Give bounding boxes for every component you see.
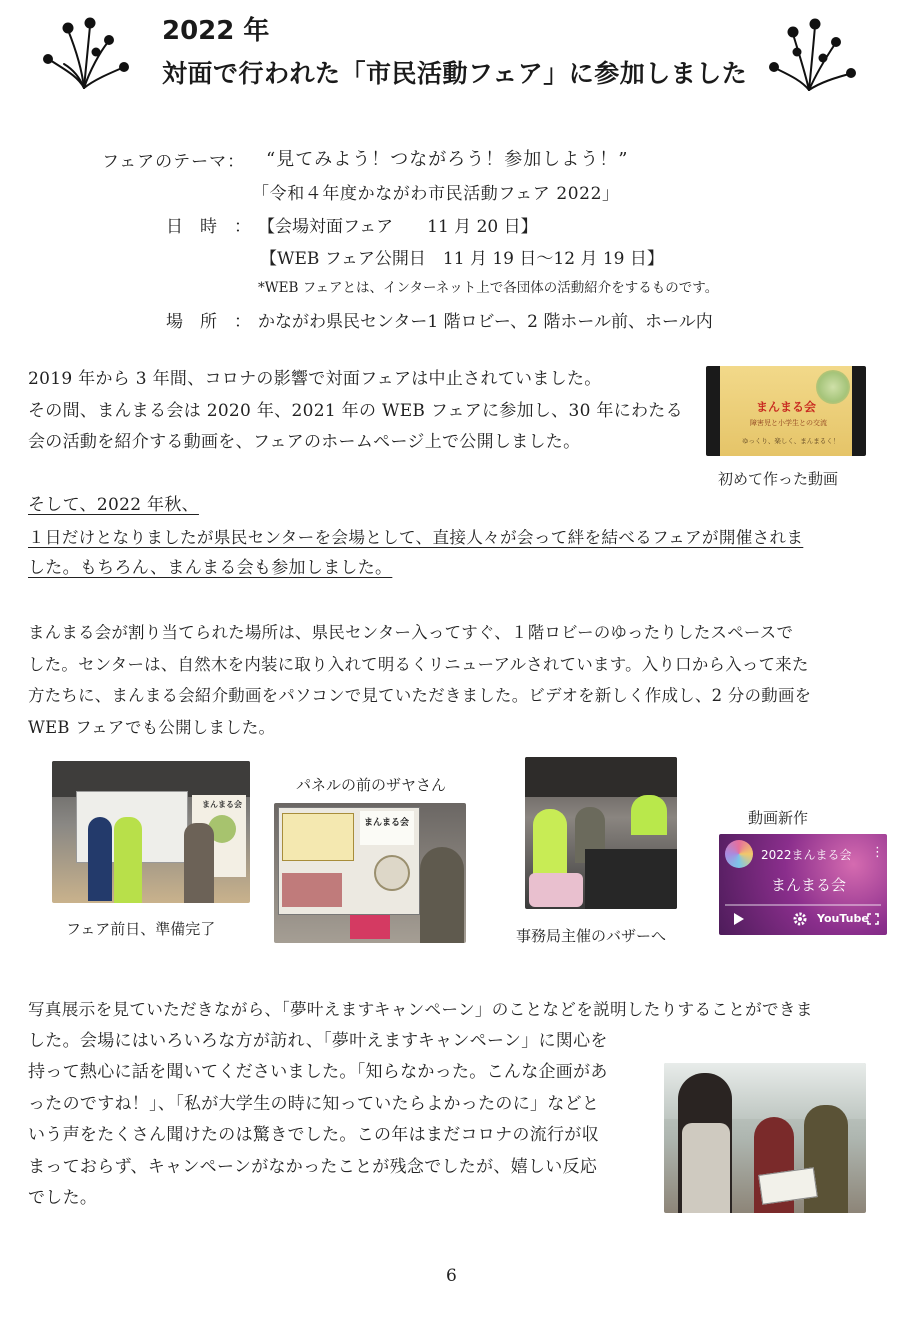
sign-text: まんまる会 (364, 818, 410, 828)
person (184, 823, 214, 903)
text-line: した。もちろん、まんまる会も参加しました。 (28, 558, 393, 578)
date-note: *WEB フェアとは、インターネット上で各団体の活動紹介をするものです。 (258, 280, 719, 296)
text-line: 2019 年から 3 年間、コロナの影響で対面フェアは中止されていました。 (28, 369, 602, 389)
more-vert-icon[interactable]: ⋮ (871, 845, 884, 860)
text-line: 方たちに、まんまる会紹介動画をパソコンで見ていただきました。ビデオを新しく作成し、2 分の動画を (28, 686, 812, 705)
thumb-title: まんまる会 (756, 400, 817, 414)
photo-fair-prep (52, 761, 250, 903)
announcement-paragraph (28, 490, 803, 585)
first-video-thumbnail[interactable] (706, 366, 866, 456)
text-line: ったのですね！」、「私が大学生の時に知っていたらよかったのに」などと (28, 1093, 600, 1114)
page-number: 6 (446, 1266, 457, 1286)
page-title: 対面で行われた「市民活動フェア」に参加しました (162, 59, 748, 88)
text-line: 会の活動を紹介する動画を、フェアのホームページ上で公開しました。 (28, 432, 581, 452)
photo-panel (274, 803, 466, 943)
channel-avatar[interactable] (725, 840, 753, 868)
thumb-subtitle: 障害児と小学生との交流 (750, 419, 827, 427)
tree-drawing (816, 370, 850, 404)
theme-line-2: 「令和４年度かながわ市民活動フェア 2022」 (252, 184, 620, 204)
theme-label: フェアのテーマ： (102, 152, 246, 172)
place-label: 場 所 ： (166, 312, 251, 332)
text-line: でした。 (28, 1188, 98, 1208)
text-line: １日だけとなりましたが県民センターを会場として、直接人々が会って絆を結べるフェアが開催されま (28, 527, 804, 547)
theme-line-1: “見てみよう！つながろう！参加しよう！” (266, 149, 629, 170)
text-line: その間、まんまる会は 2020 年、2021 年の WEB フェアに参加し、30 年にわたる (28, 400, 683, 421)
video-title[interactable]: 2022まんまる会 (761, 848, 852, 862)
first-video-caption: 初めて作った動画 (718, 470, 839, 488)
text-line: した。センターは、自然木を内装に取り入れて明るくリニューアルされています。入り口から入って来た (28, 654, 809, 674)
new-video-caption: 動画新作 (748, 809, 809, 827)
berry-ornament-right-icon (765, 12, 860, 92)
thumb-footer: ゆっくり、楽しく、まんまるく！ (742, 437, 840, 445)
photo-conversation (664, 1063, 866, 1213)
progress-bar[interactable] (725, 904, 881, 906)
text-line: した。会場にはいろいろな方が訪れ、「夢叶えますキャンペーン」に関心を (28, 1030, 608, 1051)
person (420, 847, 464, 943)
center-text: まんまる会 (771, 876, 847, 894)
text-line: 持って熱心に話を聞いてくださいました。「知らなかった。こんな企画があ (28, 1062, 608, 1082)
text-line: 写真展示を見ていただきながら、「夢叶えますキャンペーン」のことなどを説明したりすることができま (28, 1000, 813, 1019)
photo-panel-caption: パネルの前のザヤさん (296, 776, 447, 794)
text-line: WEB フェアでも公開しました。 (28, 717, 276, 737)
text-line: まっておらず、キャンペーンがなかったことが残念でしたが、嬉しい反応 (28, 1156, 598, 1177)
text-line: まんまる会が割り当てられた場所は、県民センター入ってすぐ、１階ロビーのゆったりしたスペースで (28, 623, 794, 642)
fullscreen-icon[interactable] (867, 913, 879, 925)
place-value: かながわ県民センター1 階ロビー、2 階ホール前、ホール内 (258, 312, 713, 332)
header-year: 2022 年 (162, 16, 270, 46)
person (114, 817, 142, 903)
photo-bazaar (525, 757, 677, 909)
person (533, 809, 567, 875)
youtube-player[interactable] (719, 834, 887, 935)
text-line: そして、2022 年秋、 (28, 495, 199, 515)
text-line: いう声をたくさん聞けたのは驚きでした。この年はまだコロナの流行が収 (28, 1125, 599, 1145)
photo-fair-prep-caption: フェア前日、準備完了 (66, 920, 216, 938)
gear-icon[interactable] (793, 912, 807, 926)
photo-bazaar-caption: 事務局主催のバザーへ (516, 927, 667, 945)
intro-paragraph (28, 364, 683, 459)
sign-text: まんまる会 (202, 800, 242, 809)
date-line-1: 【会場対面フェア 11 月 20 日】 (258, 217, 538, 237)
person (631, 795, 667, 835)
person (88, 817, 112, 901)
venue-paragraph (28, 617, 811, 743)
berry-ornament-left-icon (38, 10, 133, 90)
youtube-logo[interactable]: YouTube (817, 912, 869, 925)
date-label: 日 時 ： (166, 217, 251, 237)
play-icon[interactable] (733, 912, 745, 926)
date-line-2: 【WEB フェア公開日 11 月 19 日～12 月 19 日】 (260, 249, 664, 269)
